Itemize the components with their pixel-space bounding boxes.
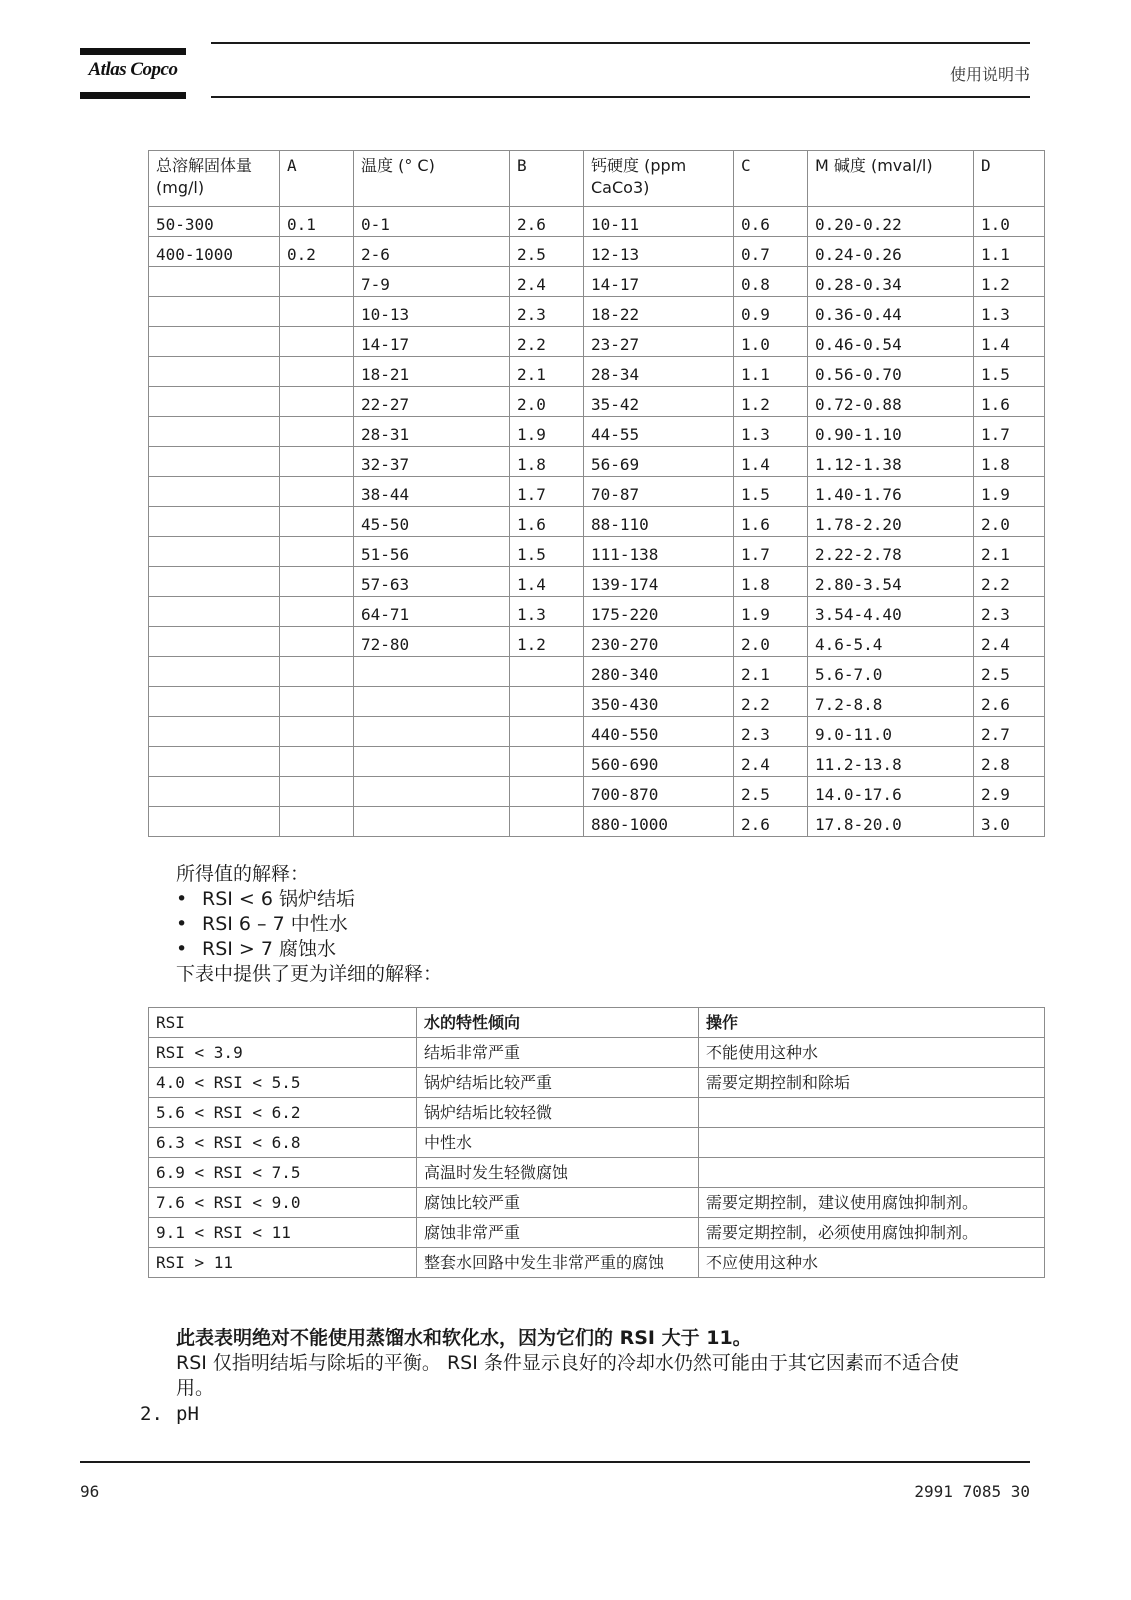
table-cell	[280, 327, 354, 357]
table-cell: 11.2-13.8	[808, 747, 974, 777]
table-cell: 400-1000	[149, 237, 280, 267]
table-row	[149, 447, 1045, 477]
table-cell: 0.6	[734, 207, 808, 237]
table-cell: 1.4	[974, 327, 1045, 357]
table-cell: 72-80	[354, 627, 510, 657]
table-cell	[354, 807, 510, 837]
table-cell	[280, 477, 354, 507]
table-cell: 1.4	[510, 567, 584, 597]
table-cell: 腐蚀非常严重	[417, 1218, 699, 1248]
table-cell: 28-34	[584, 357, 734, 387]
page-number: 96	[80, 1482, 100, 1501]
table-cell: 腐蚀比较严重	[417, 1188, 699, 1218]
interpretation-intro: 所得值的解释：	[176, 863, 310, 885]
table-cell: 2.1	[510, 357, 584, 387]
table-row	[149, 297, 1045, 327]
table-cell: 175-220	[584, 597, 734, 627]
list-item	[176, 887, 442, 912]
table-cell: 0.46-0.54	[808, 327, 974, 357]
table-cell: 88-110	[584, 507, 734, 537]
table-cell: 7.6 < RSI < 9.0	[149, 1188, 417, 1218]
table-cell	[510, 717, 584, 747]
table-row	[149, 657, 1045, 687]
table-cell: 111-138	[584, 537, 734, 567]
table-cell: 56-69	[584, 447, 734, 477]
column-header: M 碱度 (mval/l)	[808, 151, 974, 207]
table-cell: 2.7	[974, 717, 1045, 747]
table-cell: 2.3	[974, 597, 1045, 627]
table-cell: 1.3	[510, 597, 584, 627]
table-cell: 锅炉结垢比较轻微	[417, 1098, 699, 1128]
table-cell: 880-1000	[584, 807, 734, 837]
table-cell: 32-37	[354, 447, 510, 477]
table-row	[149, 597, 1045, 627]
table-cell: 64-71	[354, 597, 510, 627]
table-row	[149, 477, 1045, 507]
table-cell: 280-340	[584, 657, 734, 687]
table-cell: 22-27	[354, 387, 510, 417]
table-cell	[280, 717, 354, 747]
table-cell: 1.8	[974, 447, 1045, 477]
column-header: 操作	[699, 1008, 1045, 1038]
table-cell: 45-50	[354, 507, 510, 537]
table-row	[149, 267, 1045, 297]
list-item	[176, 937, 442, 962]
table-cell	[510, 687, 584, 717]
table-row	[149, 1218, 1045, 1248]
table-cell: 1.1	[734, 357, 808, 387]
table-cell: 14-17	[584, 267, 734, 297]
table-row	[149, 1068, 1045, 1098]
table-cell	[699, 1158, 1045, 1188]
table-cell	[280, 747, 354, 777]
table-cell: 560-690	[584, 747, 734, 777]
ph-item-number: 2.	[140, 1403, 163, 1425]
table-row	[149, 537, 1045, 567]
table-cell	[149, 267, 280, 297]
column-header: D	[974, 151, 1045, 207]
table-cell: 2.2	[974, 567, 1045, 597]
table-cell: 2.4	[734, 747, 808, 777]
table-cell: 10-11	[584, 207, 734, 237]
table-cell: 不应使用这种水	[699, 1248, 1045, 1278]
table-cell: 1.3	[974, 297, 1045, 327]
table-cell: 0.9	[734, 297, 808, 327]
table-row	[149, 807, 1045, 837]
table-cell: 0.90-1.10	[808, 417, 974, 447]
table-cell: 1.4	[734, 447, 808, 477]
table-cell: 0.28-0.34	[808, 267, 974, 297]
table-cell: 1.5	[974, 357, 1045, 387]
table-cell	[149, 777, 280, 807]
table-cell: 1.5	[734, 477, 808, 507]
table-cell: 2.9	[974, 777, 1045, 807]
table-cell	[280, 507, 354, 537]
table-cell	[149, 657, 280, 687]
table-cell: 28-31	[354, 417, 510, 447]
table-row	[149, 207, 1045, 237]
table-cell: 9.1 < RSI < 11	[149, 1218, 417, 1248]
table-cell: 10-13	[354, 297, 510, 327]
table-cell: 1.40-1.76	[808, 477, 974, 507]
table-cell: 1.9	[734, 597, 808, 627]
table-cell: 1.12-1.38	[808, 447, 974, 477]
table-cell: 35-42	[584, 387, 734, 417]
table-cell: 57-63	[354, 567, 510, 597]
table-cell: 结垢非常严重	[417, 1038, 699, 1068]
table-cell	[149, 717, 280, 747]
table-cell: 3.54-4.40	[808, 597, 974, 627]
table-cell	[149, 687, 280, 717]
table-cell: 2.4	[510, 267, 584, 297]
table-cell	[280, 267, 354, 297]
table-cell: 1.6	[510, 507, 584, 537]
notes-section	[176, 1326, 959, 1401]
table-cell: 230-270	[584, 627, 734, 657]
table-cell	[354, 747, 510, 777]
table-cell: 1.6	[974, 387, 1045, 417]
table-cell	[354, 717, 510, 747]
table-cell: RSI < 3.9	[149, 1038, 417, 1068]
notes-line-2: 用。	[176, 1377, 215, 1399]
table-cell: 2.1	[974, 537, 1045, 567]
table-cell: 9.0-11.0	[808, 717, 974, 747]
table-cell: 12-13	[584, 237, 734, 267]
table-row	[149, 747, 1045, 777]
table-cell: 2.2	[734, 687, 808, 717]
table-row	[149, 387, 1045, 417]
table-cell: 1.8	[734, 567, 808, 597]
bullet-marker: •	[176, 913, 188, 935]
table-cell: 整套水回路中发生非常严重的腐蚀	[417, 1248, 699, 1278]
table-cell: 14.0-17.6	[808, 777, 974, 807]
table-cell: 2.5	[510, 237, 584, 267]
table-cell: 0-1	[354, 207, 510, 237]
table-cell	[149, 567, 280, 597]
table-cell	[280, 777, 354, 807]
table-cell: 1.9	[974, 477, 1045, 507]
table-cell: 锅炉结垢比较严重	[417, 1068, 699, 1098]
table-cell: 需要定期控制，建议使用腐蚀抑制剂。	[699, 1188, 1045, 1218]
table-cell	[699, 1128, 1045, 1158]
table-cell	[149, 297, 280, 327]
column-header: C	[734, 151, 808, 207]
table-cell: 1.9	[510, 417, 584, 447]
table-cell: 不能使用这种水	[699, 1038, 1045, 1068]
table-cell: 4.0 < RSI < 5.5	[149, 1068, 417, 1098]
table-cell: 0.20-0.22	[808, 207, 974, 237]
table-cell: 50-300	[149, 207, 280, 237]
document-number: 2991 7085 30	[914, 1482, 1030, 1501]
bullet-marker: •	[176, 888, 188, 910]
rsi-interpretation-table	[148, 1007, 1045, 1278]
table-cell: 23-27	[584, 327, 734, 357]
table-cell: 7-9	[354, 267, 510, 297]
table-cell: 1.6	[734, 507, 808, 537]
table-row	[149, 327, 1045, 357]
interpretation-more: 下表中提供了更为详细的解释：	[176, 963, 443, 985]
table-cell	[280, 357, 354, 387]
table-cell: 0.72-0.88	[808, 387, 974, 417]
column-header: 水的特性倾向	[417, 1008, 699, 1038]
header-rule-top	[211, 42, 1030, 44]
table-cell: 2.0	[974, 507, 1045, 537]
table-cell	[149, 387, 280, 417]
table-cell: 1.3	[734, 417, 808, 447]
table-row	[149, 717, 1045, 747]
bullet-marker: •	[176, 938, 188, 960]
table-row	[149, 1098, 1045, 1128]
table-cell	[149, 627, 280, 657]
table-cell	[354, 777, 510, 807]
table-row	[149, 777, 1045, 807]
table-cell: 0.36-0.44	[808, 297, 974, 327]
table-cell: 2.4	[974, 627, 1045, 657]
table-cell	[149, 447, 280, 477]
table-header-row	[149, 1008, 1045, 1038]
table-cell	[149, 537, 280, 567]
table-cell: 2.1	[734, 657, 808, 687]
table-cell: 18-22	[584, 297, 734, 327]
table-cell: 3.0	[974, 807, 1045, 837]
table-cell: 2.6	[734, 807, 808, 837]
column-header: 温度 (° C)	[354, 151, 510, 207]
table-cell	[354, 687, 510, 717]
table-cell: 需要定期控制，必须使用腐蚀抑制剂。	[699, 1218, 1045, 1248]
table-cell	[280, 417, 354, 447]
table-cell	[280, 687, 354, 717]
table-cell	[149, 747, 280, 777]
column-header: B	[510, 151, 584, 207]
rsi-parameter-table	[148, 150, 1045, 837]
interpretation-section	[176, 862, 442, 987]
table-cell	[280, 657, 354, 687]
table-cell: 2.80-3.54	[808, 567, 974, 597]
footer-rule	[80, 1461, 1030, 1463]
table-cell: 2.2	[510, 327, 584, 357]
table-cell	[280, 447, 354, 477]
table-cell: 2.3	[734, 717, 808, 747]
table-cell	[149, 417, 280, 447]
table-row	[149, 417, 1045, 447]
table-cell: 1.78-2.20	[808, 507, 974, 537]
bullet-text: RSI > 7 腐蚀水	[202, 938, 336, 960]
column-header: RSI	[149, 1008, 417, 1038]
table-cell: 44-55	[584, 417, 734, 447]
table-cell: RSI > 11	[149, 1248, 417, 1278]
table-cell: 5.6-7.0	[808, 657, 974, 687]
table-cell: 2-6	[354, 237, 510, 267]
table-cell: 2.22-2.78	[808, 537, 974, 567]
table-cell: 1.8	[510, 447, 584, 477]
table-cell: 1.1	[974, 237, 1045, 267]
table-cell	[149, 807, 280, 837]
table-cell	[510, 747, 584, 777]
table-cell: 需要定期控制和除垢	[699, 1068, 1045, 1098]
table-cell: 1.7	[510, 477, 584, 507]
table-cell: 2.3	[510, 297, 584, 327]
header-rule-bottom	[211, 96, 1030, 98]
table-cell	[149, 327, 280, 357]
table-row	[149, 627, 1045, 657]
ph-item-text: pH	[176, 1403, 199, 1425]
table-cell	[280, 387, 354, 417]
interpretation-bullet-list	[176, 887, 442, 962]
ph-item	[140, 1402, 199, 1427]
table-cell: 2.0	[510, 387, 584, 417]
table-cell: 0.56-0.70	[808, 357, 974, 387]
table-cell	[280, 537, 354, 567]
table-cell	[149, 477, 280, 507]
table-cell: 7.2-8.8	[808, 687, 974, 717]
table-cell	[280, 567, 354, 597]
table-cell: 0.24-0.26	[808, 237, 974, 267]
table-cell: 中性水	[417, 1128, 699, 1158]
table-cell: 440-550	[584, 717, 734, 747]
table-cell	[280, 807, 354, 837]
column-header: A	[280, 151, 354, 207]
table-row	[149, 687, 1045, 717]
table-cell	[354, 657, 510, 687]
table-cell	[699, 1098, 1045, 1128]
table-cell: 4.6-5.4	[808, 627, 974, 657]
table-row	[149, 1158, 1045, 1188]
table-cell: 2.6	[510, 207, 584, 237]
bullet-text: RSI 6 – 7 中性水	[202, 913, 348, 935]
table-cell: 38-44	[354, 477, 510, 507]
table-row	[149, 567, 1045, 597]
table-row	[149, 357, 1045, 387]
table-row	[149, 507, 1045, 537]
notes-line-1: RSI 仅指明结垢与除垢的平衡。 RSI 条件显示良好的冷却水仍然可能由于其它因素而不适合使	[176, 1352, 959, 1374]
column-header: 总溶解固体量 (mg/l)	[149, 151, 280, 207]
manual-title: 使用说明书	[949, 65, 1030, 84]
table-cell	[510, 657, 584, 687]
table-cell: 6.9 < RSI < 7.5	[149, 1158, 417, 1188]
table-cell: 5.6 < RSI < 6.2	[149, 1098, 417, 1128]
logo-bar-bottom	[80, 92, 186, 99]
table-cell: 51-56	[354, 537, 510, 567]
table-cell: 14-17	[354, 327, 510, 357]
table-cell: 1.0	[734, 327, 808, 357]
table-cell	[510, 807, 584, 837]
table-row	[149, 1188, 1045, 1218]
table-cell: 700-870	[584, 777, 734, 807]
table-cell: 18-21	[354, 357, 510, 387]
table-cell: 139-174	[584, 567, 734, 597]
logo-bar-top	[80, 48, 186, 55]
table-cell: 0.8	[734, 267, 808, 297]
atlas-copco-logo	[80, 48, 186, 100]
table-cell: 350-430	[584, 687, 734, 717]
table-header-row	[149, 151, 1045, 207]
table-cell	[280, 297, 354, 327]
table-cell: 70-87	[584, 477, 734, 507]
table-row	[149, 1248, 1045, 1278]
table-cell: 1.2	[734, 387, 808, 417]
table-cell: 1.5	[510, 537, 584, 567]
bullet-text: RSI < 6 锅炉结垢	[202, 888, 355, 910]
table-cell: 2.6	[974, 687, 1045, 717]
table-cell	[280, 627, 354, 657]
table-cell	[149, 597, 280, 627]
table-row	[149, 1128, 1045, 1158]
table-cell: 0.1	[280, 207, 354, 237]
table-cell: 1.2	[974, 267, 1045, 297]
table-cell	[149, 357, 280, 387]
table-cell: 高温时发生轻微腐蚀	[417, 1158, 699, 1188]
table-cell	[149, 507, 280, 537]
list-item	[176, 912, 442, 937]
logo-wordmark: Atlas Copco	[88, 59, 178, 80]
table-cell: 2.5	[734, 777, 808, 807]
table-cell: 2.5	[974, 657, 1045, 687]
table-cell: 0.7	[734, 237, 808, 267]
table-cell: 0.2	[280, 237, 354, 267]
table-cell: 1.7	[734, 537, 808, 567]
table-cell: 1.7	[974, 417, 1045, 447]
table-cell	[280, 597, 354, 627]
notes-bold-line: 此表表明绝对不能使用蒸馏水和软化水，因为它们的 RSI 大于 11。	[176, 1327, 752, 1349]
table-row	[149, 237, 1045, 267]
table-cell: 1.2	[510, 627, 584, 657]
table-cell: 17.8-20.0	[808, 807, 974, 837]
table-row	[149, 1038, 1045, 1068]
table-cell: 2.8	[974, 747, 1045, 777]
table-cell	[510, 777, 584, 807]
table-cell: 2.0	[734, 627, 808, 657]
column-header: 钙硬度 (ppm CaCo3)	[584, 151, 734, 207]
table-cell: 6.3 < RSI < 6.8	[149, 1128, 417, 1158]
table-cell: 1.0	[974, 207, 1045, 237]
